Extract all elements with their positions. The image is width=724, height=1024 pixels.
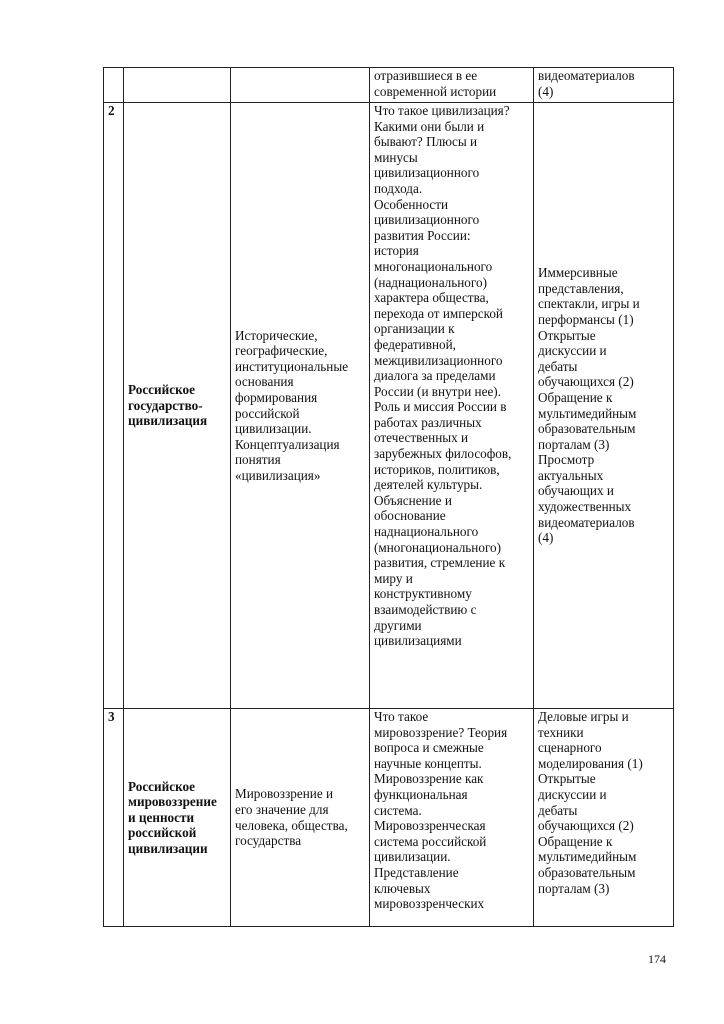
text-line: многонационального (374, 258, 493, 274)
text-line: (4) (538, 530, 554, 546)
text-line: история (374, 243, 419, 259)
text-line: видеоматериалов (538, 514, 635, 530)
text-line: (4) (538, 83, 554, 99)
text-line: другими (374, 617, 422, 633)
text-line: цивилизационного (374, 165, 480, 181)
text-line: мультимедийным (538, 405, 637, 421)
text-line: порталам (3) (538, 436, 610, 452)
text-line: дебаты (538, 802, 578, 818)
text-line: Исторические, (235, 327, 318, 343)
text-line: российской (235, 405, 300, 421)
text-line: Особенности (374, 196, 449, 212)
description-cell (231, 103, 370, 709)
page-number: 174 (648, 952, 666, 966)
text-line: перехода от имперской (374, 305, 503, 321)
text-line: развития России: (374, 227, 471, 243)
text-line: наднационального (374, 524, 479, 540)
text-line: Деловые игры и (538, 709, 629, 724)
topic-cell (124, 709, 231, 927)
text-line: организации к (374, 321, 455, 337)
table-row (104, 709, 674, 927)
text-line: подхода. (374, 180, 423, 196)
text-line: вопроса и смежные (374, 740, 484, 756)
text-line: историков, политиков, (374, 461, 500, 477)
text-line: мировоззренческих (374, 896, 485, 912)
text-line: формирования (235, 389, 318, 405)
text-line: мультимедийным (538, 849, 637, 865)
text-line: образовательным (538, 864, 636, 880)
text-line: цивилизациями (374, 633, 462, 649)
text-line: дебаты (538, 358, 578, 374)
text-line: видеоматериалов (538, 68, 635, 83)
text-line: государство- (128, 397, 203, 413)
text-line: современной истории (374, 83, 497, 99)
text-line: развития, стремление к (374, 555, 506, 571)
text-line: Роль и миссия России в (374, 399, 507, 415)
text-line: система. (374, 802, 422, 818)
row-number: 3 (104, 709, 124, 927)
forms-cell (534, 709, 674, 927)
text-line: деятелей культуры. (374, 477, 483, 493)
text-line: сценарного (538, 740, 602, 756)
forms-cell (534, 103, 674, 709)
text-line: цивилизации (128, 840, 208, 856)
text-line: и ценности (128, 809, 195, 825)
text-line: научные концепты. (374, 755, 482, 771)
text-line: понятия (235, 452, 281, 468)
text-line: институциональные (235, 358, 349, 374)
text-line: Иммерсивные (538, 265, 618, 281)
text-line: ключевых (374, 880, 431, 896)
text-line: (наднационального) (374, 274, 487, 290)
topic-cell (124, 68, 231, 103)
text-line: дискуссии и (538, 343, 607, 359)
content-cell (370, 103, 534, 709)
text-line: Российское (128, 382, 195, 398)
text-line: Представление (374, 864, 459, 880)
text-line: государства (235, 833, 302, 849)
text-line: Просмотр (538, 452, 595, 468)
text-line: Мировоззрение и (235, 786, 334, 802)
text-line: Открытые (538, 327, 596, 343)
text-line: обучающихся (2) (538, 818, 634, 834)
text-line: Открытые (538, 771, 596, 787)
text-line: спектакли, игры и (538, 296, 640, 312)
text-line: актуальных (538, 467, 604, 483)
text-line: художественных (538, 499, 632, 515)
text-line: Какими они были и (374, 118, 485, 134)
topic-cell (124, 103, 231, 709)
text-line: взаимодействию с (374, 602, 477, 617)
text-line: Что такое (374, 709, 429, 724)
text-line: цивилизационного (374, 212, 480, 228)
text-line: миру и (374, 570, 413, 586)
text-line: зарубежных философов, (374, 446, 512, 462)
text-line: Российское (128, 778, 195, 794)
text-line: (многонационального) (374, 539, 502, 555)
text-line: мировоззрение? Теория (374, 724, 508, 740)
text-line: федеративной, (374, 336, 456, 352)
text-line: отечественных и (374, 430, 469, 446)
text-line: конструктивному (374, 586, 472, 602)
text-line: Обращение к (538, 389, 613, 405)
text-line: бывают? Плюсы и (374, 134, 478, 150)
text-line: российской (128, 825, 197, 841)
text-line: основания (235, 374, 294, 390)
forms-cell (534, 68, 674, 103)
text-line: диалога за пределами (374, 368, 496, 384)
description-cell (231, 68, 370, 103)
table-row (104, 68, 674, 103)
description-cell (231, 709, 370, 927)
text-line: характера общества, (374, 290, 489, 306)
text-line: мировоззрение (128, 794, 217, 810)
text-line: Обращение к (538, 833, 613, 849)
text-line: техники (538, 724, 584, 740)
text-line: представления, (538, 280, 624, 296)
text-line: Концептуализация (235, 436, 340, 452)
text-line: цивилизация (128, 413, 208, 429)
row-number (104, 68, 124, 103)
row-number: 2 (104, 103, 124, 709)
text-line: дискуссии и (538, 786, 607, 802)
text-line: моделирования (1) (538, 755, 643, 771)
text-line: отразившиеся в ее (374, 68, 478, 83)
text-line: межцивилизационного (374, 352, 503, 368)
text-line: его значение для (235, 801, 329, 817)
text-line: цивилизации. (374, 849, 451, 865)
text-line: Мировоззренческая (374, 818, 486, 834)
text-line: обучающих и (538, 483, 614, 499)
content-cell (370, 68, 534, 103)
text-line: Что такое цивилизация? (374, 103, 510, 118)
text-line: обучающихся (2) (538, 374, 634, 390)
text-line: Объяснение и (374, 492, 452, 508)
text-line: перформансы (1) (538, 311, 634, 327)
text-line: образовательным (538, 421, 636, 437)
text-line: обоснование (374, 508, 446, 524)
text-line: человека, общества, (235, 817, 348, 833)
text-line: минусы (374, 149, 418, 165)
table-row (104, 103, 674, 709)
text-line: функциональная (374, 786, 468, 802)
text-line: цивилизации. (235, 421, 312, 437)
text-line: работах различных (374, 414, 482, 430)
content-cell (370, 709, 534, 927)
text-line: России (и внутри нее). (374, 383, 501, 399)
curriculum-table (103, 67, 674, 927)
text-line: «цивилизация» (235, 467, 321, 483)
text-line: система российской (374, 833, 487, 849)
text-line: порталам (3) (538, 880, 610, 896)
text-line: Мировоззрение как (374, 771, 484, 787)
text-line: географические, (235, 343, 328, 359)
